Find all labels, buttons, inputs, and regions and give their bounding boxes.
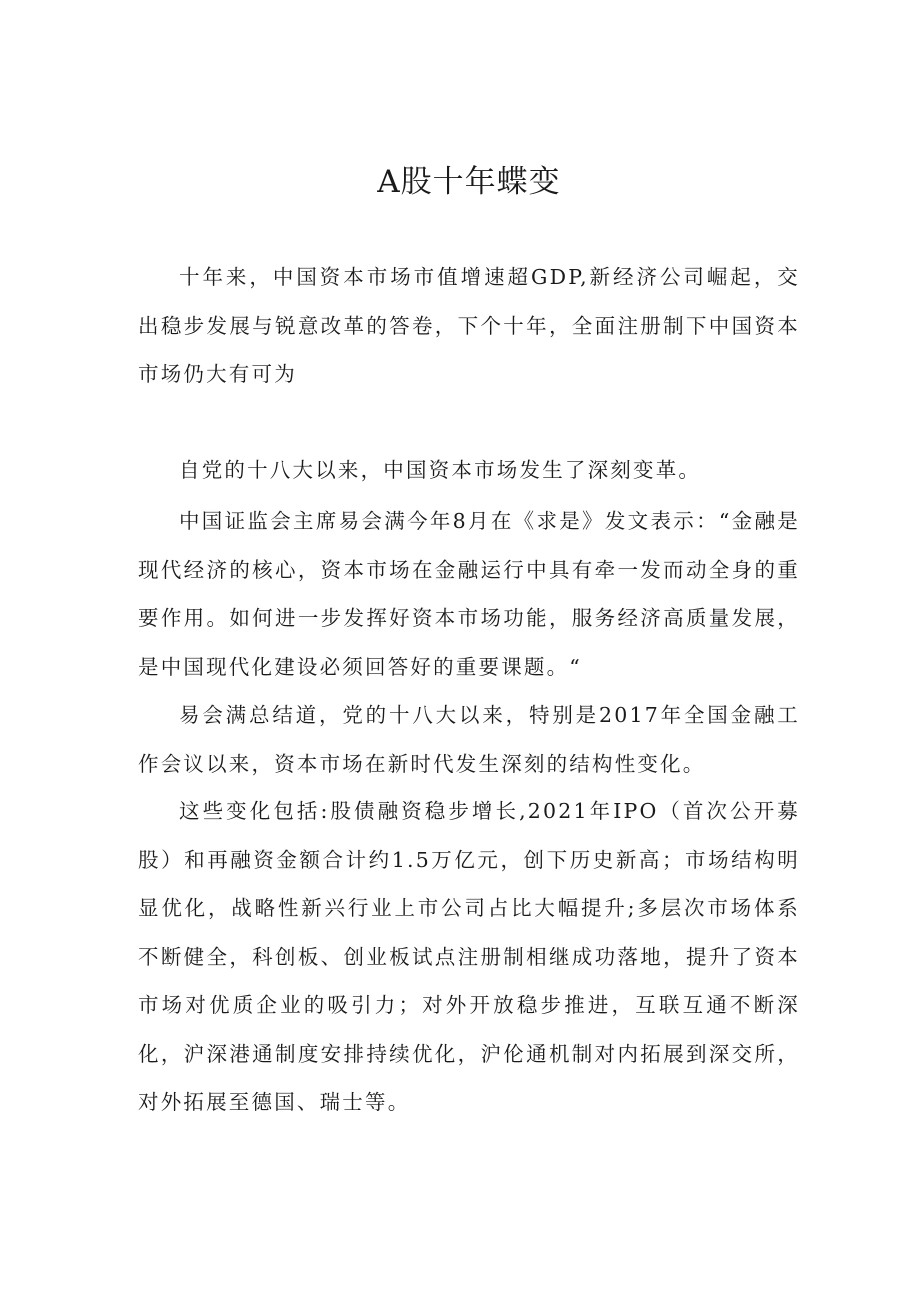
- paragraph-quote: 中国证监会主席易会满今年8月在《求是》发文表示：“金融是现代经济的核心，资本市场在金融运行中具有牵一发而动全身的重要作用。如何进一步发挥好资本市场功能，服务经济高质量发展，是中国现代化建设必须回答好的重要课题。“: [138, 509, 800, 679]
- paragraph-changes: 这些变化包括:股债融资稳步增长,2021年IPO（首次公开募股）和再融资金额合计约1.5万亿元，创下历史新高；市场结构明显优化，战略性新兴行业上市公司占比大幅提升;多层次市场体系不断健全，科创板、创业板试点注册制相继成功落地，提升了资本市场对优质企业的吸引力；对外开放稳步推进，互联互通不断深化，沪深港通制度安排持续优化，沪伦通机制对内拓展到深交所，对外拓展至德国、瑞士等。: [138, 799, 800, 1114]
- paragraph-lead: 十年来，中国资本市场市值增速超GDP,新经济公司崛起，交出稳步发展与锐意改革的答卷，下个十年，全面注册制下中国资本市场仍大有可为: [138, 265, 800, 386]
- page-title: A股十年蝶变: [377, 164, 561, 200]
- paragraph-intro: 自党的十八大以来，中国资本市场发生了深刻变革。: [179, 458, 702, 482]
- paragraph-summary: 易会满总结道，党的十八大以来，特别是2017年全国金融工作会议以来，资本市场在新时代发生深刻的结构性变化。: [138, 703, 800, 776]
